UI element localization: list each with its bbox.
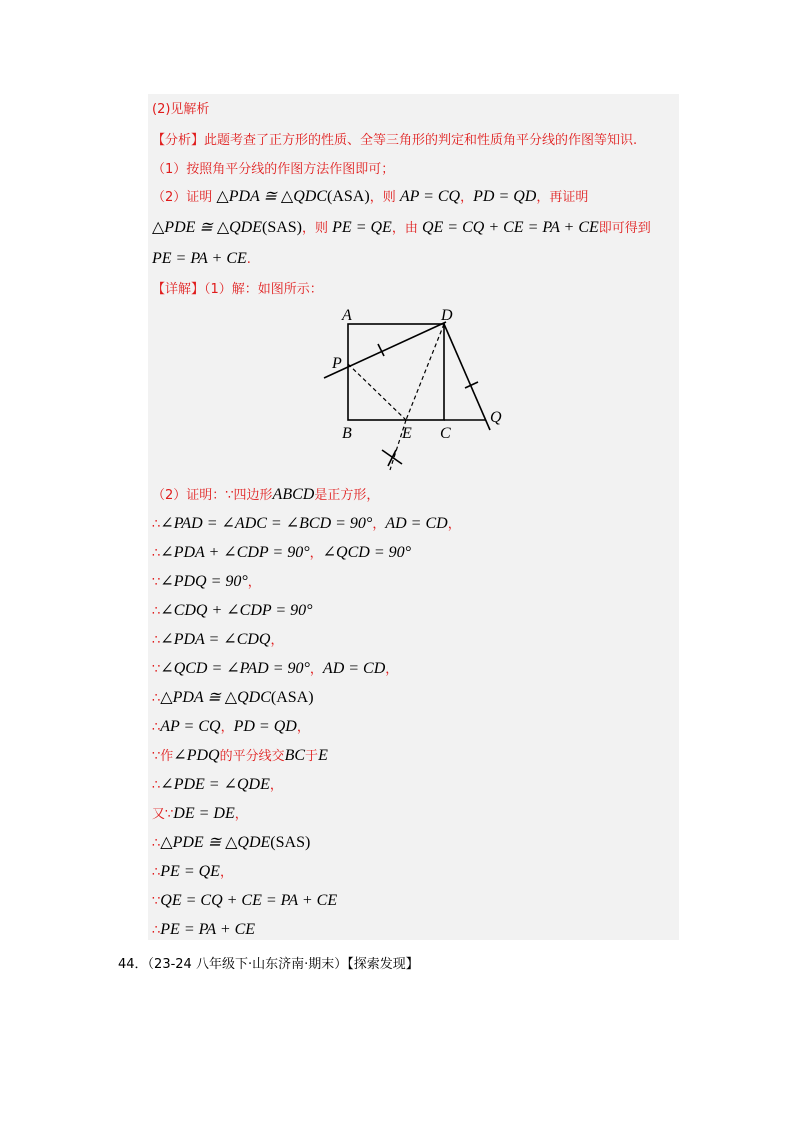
text-run: ， [460,190,474,205]
text-run: ∵ [152,662,161,677]
label-q: Q [490,409,502,426]
text-run: ∠PDE = ∠QDE [160,776,270,793]
text-run: ∴ [152,633,161,648]
text-run: △PDA ≅ △QDC [160,689,271,706]
solution-line [152,921,255,940]
label-b: B [342,425,352,442]
text-run: 是正方形， [314,488,380,503]
text-run: ∴ [152,546,161,561]
solution-line [152,219,651,238]
solution-line [152,486,379,505]
text-run: ， [385,662,399,677]
text-run: ， [269,778,283,793]
text-run: ∠PDA = ∠CDQ [160,631,271,648]
solution-line [152,160,394,179]
text-run: ∠PDQ = 90° [160,573,248,590]
text-run: DE = DE [173,805,235,822]
text-run: （2）证明：∵四边形 [152,488,273,503]
text-run: ， [234,807,248,822]
label-e: E [402,425,412,442]
text-run: △PDE ≅ △QDE [152,219,262,236]
text-run: ∴ [152,720,161,735]
solution-line [152,573,261,592]
text-run: （2）证明 [152,190,217,205]
text-run: ，由 [391,221,422,236]
geometry-figure [320,300,520,480]
text-run: ∴ [152,778,161,793]
text-run: ∠QCD = 90° [322,544,412,561]
label-p: P [332,355,342,372]
solution-line [152,602,313,621]
text-run: 于 [305,749,319,764]
text-run: 又∵ [152,807,174,822]
text-run: ， [270,633,284,648]
text-run: ∴ [152,923,161,938]
text-run: (ASA) [270,689,314,706]
text-run: ∠PDQ [173,747,220,764]
text-run: ∵ [152,575,161,590]
text-run: ， [372,517,386,532]
text-run: PE = QE [332,219,392,236]
text-run: (SAS) [270,834,311,851]
solution-line [152,188,588,207]
square-abcd [348,324,444,420]
solution-line [152,776,283,795]
text-run: （1）按照角平分线的作图方法作图即可； [152,162,395,177]
line-dq [444,324,490,430]
text-run: ∴ [152,517,161,532]
solution-line [152,280,323,299]
text-run: ∵ [152,894,161,909]
text-run: QE = CQ + CE = PA + CE [421,219,599,236]
text-run: 【详解】（1）解：如图所示： [152,282,323,297]
text-run: 即可得到 [598,221,651,236]
text-run: PD = QD [233,718,297,735]
text-run: ， [220,720,234,735]
text-run: ， [247,575,261,590]
text-run: ，再证明 [536,190,589,205]
text-run: 【分析】此题考查了正方形的性质、全等三角形的判定和性质角平分线的作图等知识. [152,133,638,148]
text-run: ∴ [152,836,161,851]
solution-line [152,718,310,737]
line-pd [324,322,446,378]
text-run: ，则 [369,190,400,205]
text-run: ∠PAD = ∠ADC = ∠BCD = 90° [160,515,373,532]
text-run: ∵作 [152,749,174,764]
solution-line [152,892,337,911]
text-run: △PDE ≅ △QDE [160,834,271,851]
text-run: (2)见解析 [152,102,210,117]
text-run: △PDA ≅ △QDC [216,188,328,205]
text-run: ， [309,546,323,561]
solution-line [152,544,411,563]
solution-line [152,660,398,679]
text-run: ∴ [152,691,161,706]
text-run: AD = CD [385,515,448,532]
text-run: ，则 [302,221,333,236]
text-run: QE = CQ + CE = PA + CE [160,892,338,909]
text-run: ∠CDQ + ∠CDP = 90° [160,602,313,619]
text-run: . [246,252,251,267]
solution-line [152,250,251,269]
label-d: D [441,307,453,324]
text-run: PE = PA + CE [160,921,256,938]
solution-line [152,100,209,119]
text-run: 的平分线交 [219,749,285,764]
text-run: AP = CQ [160,718,221,735]
next-question-header: 44．（23-24 八年级下·山东济南·期末）【探索发现】 [118,957,419,972]
dashed-pe [348,364,406,420]
text-run: ， [296,720,310,735]
text-run: ∴ [152,604,161,619]
text-run: PD = QD [473,188,537,205]
text-run: (ASA) [327,188,370,205]
text-run: E [318,747,328,764]
text-run: ， [447,517,461,532]
solution-line [152,515,461,534]
text-run: ， [219,865,233,880]
text-run: (SAS) [262,219,303,236]
text-run: ∠PDA + ∠CDP = 90° [160,544,310,561]
text-run: ABCD [272,486,315,503]
text-run: ∠QCD = ∠PAD = 90° [160,660,310,677]
label-c: C [440,425,451,442]
solution-line [152,131,637,150]
solution-line [152,834,310,853]
text-run: ∴ [152,865,161,880]
solution-line [152,863,233,882]
label-a: A [342,307,352,324]
text-run: BC [284,747,306,764]
text-run: AP = CQ [399,188,461,205]
solution-line [152,805,248,824]
text-run: PE = QE [160,863,220,880]
solution-line [152,747,328,766]
text-run: AD = CD [322,660,386,677]
text-run: PE = PA + CE [152,250,247,267]
solution-line [152,689,314,708]
solution-line [152,631,284,650]
text-run: ， [309,662,323,677]
